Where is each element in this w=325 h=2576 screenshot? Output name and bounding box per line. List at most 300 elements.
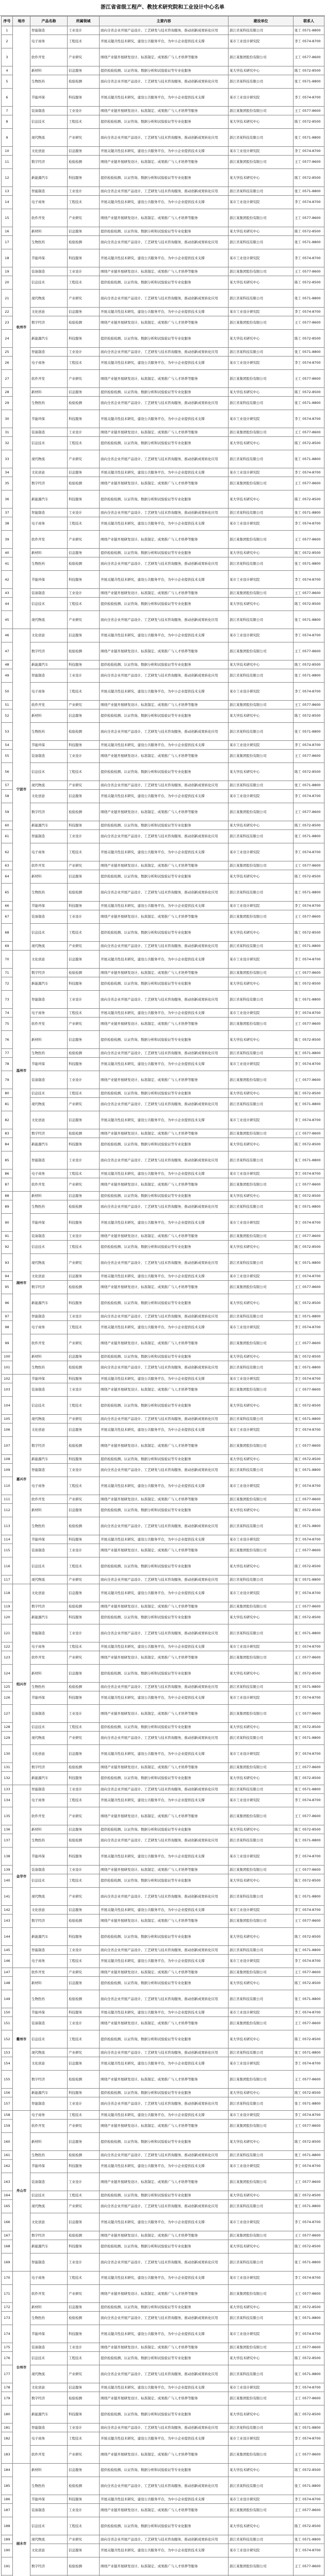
field-cell: 工程技术	[68, 763, 100, 781]
field-cell: 产业研究	[68, 2120, 100, 2133]
contact-cell: 陈工 0572-8500	[294, 660, 324, 669]
col-header: 地市	[13, 16, 30, 26]
content-cell: 围绕产业链开展研发设计、标准制定、成果推广与人才培养等服务	[100, 48, 229, 66]
field-cell: 检验检测	[68, 1281, 100, 1294]
content-cell: 围绕产业链开展研发设计、标准制定、成果推广与人才培养等服务	[100, 750, 229, 763]
content-cell: 面向全省企业开展产品设计、工艺研发与技术咨询服务，推动创新成果转化应用	[100, 348, 229, 357]
row-number: 39	[2, 531, 13, 549]
unit-cell: 浙江省某科技有限公司	[229, 1517, 294, 1535]
field-cell: 工业设计	[68, 1785, 100, 1794]
contact-cell: 李工 0574-8700	[294, 902, 324, 910]
contact-cell: 李工 0574-8700	[294, 2111, 324, 2120]
contact-cell: 王工 0577-8600	[294, 1866, 324, 1874]
contact-cell: 陈工 0572-8500	[294, 2517, 324, 2535]
content-cell: 开展关键共性技术研究，建设公共服务平台，为中小企业提供技术支撑	[100, 2213, 229, 2231]
city-cell: 绍兴市	[13, 1584, 30, 1785]
product-cell: 文化创意	[30, 1906, 68, 1914]
product-cell: 数字经济	[30, 642, 68, 660]
product-cell: 装备制造	[30, 589, 68, 598]
content-cell: 面向全省企业开展产品设计、工艺研发与技术咨询服务，推动创新成果转化应用	[100, 942, 229, 951]
content-cell: 开展关键共性技术研究，建设公共服务平台，为中小企业提供技术支撑	[100, 629, 229, 642]
contact-cell: 陈工 0572-8500	[294, 977, 324, 991]
content-cell: 围绕产业链开展研发设计、标准制定、成果推广与人才培养等服务	[100, 1281, 229, 1294]
table-row	[2, 1848, 324, 1866]
field-cell: 工业设计	[68, 1312, 100, 1321]
contact-cell: 张工 0571-8800	[294, 669, 324, 683]
table-row	[2, 1807, 324, 1825]
table-row	[2, 75, 324, 89]
unit-cell: 某市工业设计研究院	[229, 2111, 294, 2120]
contact-cell: 李工 0574-8700	[294, 1272, 324, 1281]
field-cell: 产业研究	[68, 1495, 100, 1504]
product-cell: 文化创意	[30, 629, 68, 642]
content-cell: 提供检验检测、认证咨询、数据分析和试验验证等专业化服务	[100, 1192, 229, 1200]
table-row	[2, 2477, 324, 2495]
unit-cell: 浙江省某科技有限公司	[229, 1834, 294, 1848]
row-number: 84	[2, 1138, 13, 1151]
product-cell: 新材料	[30, 388, 68, 397]
field-cell: 产业研究	[68, 129, 100, 147]
content-cell: 开展关键共性技术研究，建设公共服务平台，为中小企业提供技术支撑	[100, 2383, 229, 2392]
unit-cell: 某大学技术研究中心	[229, 227, 294, 236]
field-cell: 工程技术	[68, 2030, 100, 2048]
field-cell: 工业设计	[68, 1151, 100, 1170]
product-cell: 现代物流	[30, 781, 68, 790]
table-row	[2, 870, 324, 884]
contact-cell: 张工 0571-8800	[294, 2365, 324, 2383]
product-cell: 节能环保	[30, 741, 68, 750]
content-cell: 提供检验检测、认证咨询、数据分析和试验验证等专业化服务	[100, 1089, 229, 1098]
field-cell: 信息服务	[68, 1352, 100, 1361]
field-cell: 工程技术	[68, 35, 100, 48]
table-row	[2, 2191, 324, 2200]
content-cell: 开展关键共性技术研究，建设公共服务平台，为中小企业提供技术支撑	[100, 1058, 229, 1071]
content-cell: 面向全省企业开展产品设计、工艺研发与技术咨询服务，推动创新成果转化应用	[100, 723, 229, 741]
unit-cell: 浙江省某科技有限公司	[229, 2048, 294, 2057]
content-cell: 面向全省企业开展产品设计、工艺研发与技术咨询服务，推动创新成果转化应用	[100, 1624, 229, 1642]
table-row	[2, 428, 324, 437]
unit-cell: 浙江省某科技有限公司	[229, 236, 294, 249]
field-cell: 信息服务	[68, 549, 100, 557]
table-row	[2, 2517, 324, 2535]
table-row	[2, 969, 324, 977]
contact-cell: 李工 0574-8700	[294, 951, 324, 969]
product-cell: 信息技术	[30, 1241, 68, 1254]
product-cell: 智能制造	[30, 669, 68, 683]
unit-cell: 某市工业设计研究院	[229, 741, 294, 750]
row-number: 10	[2, 147, 13, 156]
content-cell: 开展关键共性技术研究，建设公共服务平台，为中小企业提供技术支撑	[100, 147, 229, 156]
unit-cell: 某大学技术研究中心	[229, 2133, 294, 2151]
row-number: 130	[2, 1745, 13, 1763]
unit-cell: 某市工业设计研究院	[229, 571, 294, 589]
product-cell: 新能源汽车	[30, 821, 68, 830]
content-cell: 围绕产业链开展研发设计、标准制定、成果推广与人才培养等服务	[100, 2343, 229, 2352]
contact-cell: 张工 0571-8800	[294, 1946, 324, 1955]
product-cell: 信息技术	[30, 598, 68, 611]
table-row	[2, 227, 324, 236]
city-cell: 金华市	[13, 1785, 30, 1968]
field-cell: 工业设计	[68, 509, 100, 517]
product-cell: 信息技术	[30, 1089, 68, 1098]
unit-cell: 某大学技术研究中心	[229, 1977, 294, 1990]
product-cell: 数字经济	[30, 1914, 68, 1928]
content-cell: 提供检验检测、认证咨询、数据分析和试验验证等专业化服务	[100, 763, 229, 781]
row-number: 75	[2, 1018, 13, 1031]
unit-cell: 浙江省某科技有限公司	[229, 942, 294, 951]
content-cell: 围绕产业链开展研发设计、标准制定、成果推广与人才培养等服务	[100, 861, 229, 870]
content-cell: 围绕产业链开展研发设计、标准制定、成果推广与人才培养等服务	[100, 1968, 229, 1977]
content-cell: 面向全省企业开展产品设计、工艺研发与技术咨询服务，推动创新成果转化应用	[100, 1464, 229, 1477]
row-number: 122	[2, 1642, 13, 1651]
product-cell: 文化创意	[30, 1584, 68, 1602]
table-row	[2, 1281, 324, 1294]
unit-cell: 浙江省某科技有限公司	[229, 1361, 294, 1375]
field-cell: 工业设计	[68, 107, 100, 115]
table-row	[2, 1745, 324, 1763]
product-cell: 现代物流	[30, 1888, 68, 1906]
table-row	[2, 348, 324, 357]
col-header: 所属领域	[68, 16, 100, 26]
table-row	[2, 308, 324, 316]
contact-cell: 张工 0571-8800	[294, 2477, 324, 2495]
field-cell: 工程技术	[68, 1955, 100, 1968]
unit-cell: 浙江某集团股份有限公司	[229, 107, 294, 115]
table-row	[2, 1504, 324, 1517]
product-cell: 新材料	[30, 870, 68, 884]
table-row	[2, 147, 324, 156]
product-cell: 数字经济	[30, 803, 68, 821]
row-number: 33	[2, 450, 13, 468]
unit-cell: 浙江省某科技有限公司	[229, 1415, 294, 1423]
product-cell: 生物医药	[30, 397, 68, 410]
table-row	[2, 723, 324, 741]
product-cell: 装备制造	[30, 1705, 68, 1723]
unit-cell: 某市工业设计研究院	[229, 147, 294, 156]
content-cell: 面向全省企业开展产品设计、工艺研发与技术咨询服务，推动创新成果转化应用	[100, 26, 229, 35]
row-number: 177	[2, 2365, 13, 2383]
contact-cell: 李工 0574-8700	[294, 308, 324, 316]
product-cell: 生物医药	[30, 884, 68, 902]
content-cell: 围绕产业链开展研发设计、标准制定、成果推广与人才培养等服务	[100, 531, 229, 549]
row-number: 120	[2, 1611, 13, 1624]
contact-cell: 李工 0574-8700	[294, 741, 324, 750]
field-cell: 工业设计	[68, 1464, 100, 1477]
field-cell: 科技服务	[68, 1535, 100, 1544]
product-cell: 装备制造	[30, 2343, 68, 2352]
field-cell: 产业研究	[68, 2446, 100, 2464]
table-row	[2, 1834, 324, 1848]
contact-cell: 张工 0571-8800	[294, 236, 324, 249]
product-cell: 文化创意	[30, 1423, 68, 1437]
contact-cell: 张工 0571-8800	[294, 1049, 324, 1058]
unit-cell: 某市工业设计研究院	[229, 1906, 294, 1914]
content-cell: 提供检验检测、认证咨询、数据分析和试验验证等专业化服务	[100, 1294, 229, 1312]
content-cell: 提供检验检测、认证咨询、数据分析和试验验证等专业化服务	[100, 2089, 229, 2097]
product-cell: 数字经济	[30, 1602, 68, 1611]
content-cell: 开展关键共性技术研究，建设公共服务平台，为中小企业提供技术支撑	[100, 1848, 229, 1866]
product-cell: 软件开发	[30, 861, 68, 870]
field-cell: 产业研究	[68, 781, 100, 790]
row-number: 131	[2, 1763, 13, 1772]
unit-cell: 浙江某集团股份有限公司	[229, 428, 294, 437]
product-cell: 新材料	[30, 66, 68, 75]
row-number: 93	[2, 1254, 13, 1272]
unit-cell: 某大学技术研究中心	[229, 437, 294, 450]
row-number: 47	[2, 642, 13, 660]
product-cell: 装备制造	[30, 2504, 68, 2517]
field-cell: 信息服务	[68, 1906, 100, 1914]
row-number: 13	[2, 187, 13, 196]
row-number: 101	[2, 1361, 13, 1375]
field-cell: 科技服务	[68, 169, 100, 187]
product-cell: 新能源汽车	[30, 2240, 68, 2253]
content-cell: 提供检验检测、认证咨询、数据分析和试验验证等专业化服务	[100, 437, 229, 450]
product-cell: 生物医药	[30, 75, 68, 89]
col-header: 产品名称	[30, 16, 68, 26]
product-cell: 新材料	[30, 549, 68, 557]
contact-cell: 陈工 0572-8500	[294, 1138, 324, 1151]
field-cell: 产业研究	[68, 370, 100, 388]
row-number: 117	[2, 1575, 13, 1584]
content-cell: 面向全省企业开展产品设计、工艺研发与技术咨询服务，推动创新成果转化应用	[100, 2365, 229, 2383]
contact-cell: 张工 0571-8800	[294, 2151, 324, 2160]
row-number: 159	[2, 2120, 13, 2133]
table-row	[2, 290, 324, 308]
contact-cell: 陈工 0572-8500	[294, 276, 324, 290]
content-cell: 开展关键共性技术研究，建设公共服务平台，为中小企业提供技术支撑	[100, 1375, 229, 1383]
content-cell: 开展关键共性技术研究，建设公共服务平台，为中小企业提供技术支撑	[100, 517, 229, 531]
contact-cell: 王工 0577-8600	[294, 1334, 324, 1352]
content-cell: 提供检验检测、认证咨询、数据分析和试验验证等专业化服务	[100, 2030, 229, 2048]
content-cell: 开展关键共性技术研究，建设公共服务平台，为中小企业提供技术支撑	[100, 1321, 229, 1334]
unit-cell: 某市工业设计研究院	[229, 1058, 294, 1071]
field-cell: 科技服务	[68, 249, 100, 267]
unit-cell: 浙江某集团股份有限公司	[229, 267, 294, 276]
field-cell: 工程技术	[68, 1477, 100, 1495]
content-cell: 提供检验检测、认证咨询、数据分析和试验验证等专业化服务	[100, 2240, 229, 2253]
contact-cell: 张工 0571-8800	[294, 1254, 324, 1272]
product-cell: 软件开发	[30, 1495, 68, 1504]
contact-cell: 王工 0577-8600	[294, 2231, 324, 2240]
field-cell: 检验检测	[68, 2151, 100, 2160]
field-cell: 科技服务	[68, 1848, 100, 1866]
field-cell: 科技服务	[68, 1294, 100, 1312]
unit-cell: 浙江省某科技有限公司	[229, 290, 294, 308]
table-row	[2, 115, 324, 129]
unit-cell: 某大学技术研究中心	[229, 1665, 294, 1683]
row-number: 119	[2, 1602, 13, 1611]
product-cell: 电子商务	[30, 1955, 68, 1968]
content-cell: 面向全省企业开展产品设计、工艺研发与技术咨询服务，推动创新成果转化应用	[100, 2097, 229, 2111]
field-cell: 信息服务	[68, 66, 100, 75]
product-cell: 现代物流	[30, 450, 68, 468]
contact-cell: 李工 0574-8700	[294, 1009, 324, 1018]
contact-cell: 王工 0577-8600	[294, 1763, 324, 1772]
contact-cell: 陈工 0572-8500	[294, 1241, 324, 1254]
product-cell: 装备制造	[30, 750, 68, 763]
contact-cell: 王工 0577-8600	[294, 209, 324, 227]
unit-cell: 某市工业设计研究院	[229, 1111, 294, 1129]
contact-cell: 王工 0577-8600	[294, 1651, 324, 1665]
table-row	[2, 1642, 324, 1651]
table-row	[2, 902, 324, 910]
contact-cell: 王工 0577-8600	[294, 910, 324, 924]
field-cell: 科技服务	[68, 1375, 100, 1383]
product-cell: 节能环保	[30, 2008, 68, 2017]
table-row	[2, 611, 324, 629]
contact-cell: 李工 0574-8700	[294, 2057, 324, 2071]
product-cell: 文化创意	[30, 308, 68, 316]
product-cell: 智能制造	[30, 830, 68, 843]
contact-cell: 陈工 0572-8500	[294, 598, 324, 611]
unit-cell: 某大学技术研究中心	[229, 1557, 294, 1575]
content-cell: 面向全省企业开展产品设计、工艺研发与技术咨询服务，推动创新成果转化应用	[100, 884, 229, 902]
product-cell: 装备制造	[30, 1232, 68, 1241]
field-cell: 信息服务	[68, 308, 100, 316]
contact-cell: 张工 0571-8800	[294, 1785, 324, 1794]
content-cell: 提供检验检测、认证咨询、数据分析和试验验证等专业化服务	[100, 2405, 229, 2424]
product-cell: 新材料	[30, 1504, 68, 1517]
unit-cell: 浙江省某科技有限公司	[229, 884, 294, 902]
content-cell: 面向全省企业开展产品设计、工艺研发与技术咨询服务，推动创新成果转化应用	[100, 669, 229, 683]
contact-cell: 陈工 0572-8500	[294, 1665, 324, 1683]
field-cell: 工程技术	[68, 2517, 100, 2535]
contact-cell: 陈工 0572-8500	[294, 66, 324, 75]
table-row	[2, 89, 324, 107]
table-row	[2, 1683, 324, 1691]
contact-cell: 李工 0574-8700	[294, 468, 324, 477]
row-number: 156	[2, 2089, 13, 2097]
table-row	[2, 2089, 324, 2097]
field-cell: 产业研究	[68, 450, 100, 468]
field-cell: 工业设计	[68, 669, 100, 683]
content-cell: 面向全省企业开展产品设计、工艺研发与技术咨询服务，推动创新成果转化应用	[100, 236, 229, 249]
unit-cell: 某大学技术研究中心	[229, 2240, 294, 2253]
table-row	[2, 2557, 324, 2575]
table-row	[2, 1495, 324, 1504]
content-cell: 面向全省企业开展产品设计、工艺研发与技术咨询服务，推动创新成果转化应用	[100, 1312, 229, 1321]
product-cell: 电子商务	[30, 357, 68, 370]
contact-cell: 王工 0577-8600	[294, 316, 324, 330]
field-cell: 检验检测	[68, 1049, 100, 1058]
unit-cell: 某市工业设计研究院	[229, 1848, 294, 1866]
table-row	[2, 701, 324, 709]
product-cell: 生物医药	[30, 723, 68, 741]
contact-cell: 李工 0574-8700	[294, 147, 324, 156]
table-row	[2, 1437, 324, 1455]
content-cell: 开展关键共性技术研究，建设公共服务平台，为中小企业提供技术支撑	[100, 2057, 229, 2071]
content-cell: 开展关键共性技术研究，建设公共服务平台，为中小企业提供技术支撑	[100, 2432, 229, 2446]
contact-cell: 李工 0574-8700	[294, 89, 324, 107]
product-cell: 现代物流	[30, 2048, 68, 2057]
field-cell: 工业设计	[68, 1071, 100, 1089]
field-cell: 信息服务	[68, 951, 100, 969]
contact-cell: 王工 0577-8600	[294, 1129, 324, 1138]
unit-cell: 浙江省某科技有限公司	[229, 75, 294, 89]
contact-cell: 陈工 0572-8500	[294, 2191, 324, 2200]
row-number: 69	[2, 942, 13, 951]
content-cell: 提供检验检测、认证咨询、数据分析和试验验证等专业化服务	[100, 660, 229, 669]
unit-cell: 浙江某集团股份有限公司	[229, 1807, 294, 1825]
product-cell: 软件开发	[30, 209, 68, 227]
contact-cell: 陈工 0572-8500	[294, 1723, 324, 1732]
product-cell: 信息技术	[30, 1723, 68, 1732]
unit-cell: 某大学技术研究中心	[229, 1089, 294, 1098]
row-number: 152	[2, 2030, 13, 2048]
field-cell: 工业设计	[68, 1232, 100, 1241]
table-row	[2, 2048, 324, 2057]
row-number: 189	[2, 2535, 13, 2544]
content-cell: 提供检验检测、认证咨询、数据分析和试验验证等专业化服务	[100, 924, 229, 942]
product-cell: 装备制造	[30, 2173, 68, 2191]
product-cell: 信息技术	[30, 115, 68, 129]
product-cell: 软件开发	[30, 2120, 68, 2133]
unit-cell: 浙江某集团股份有限公司	[229, 2017, 294, 2030]
product-cell: 信息技术	[30, 437, 68, 450]
unit-cell: 某市工业设计研究院	[229, 1691, 294, 1705]
unit-cell: 浙江某集团股份有限公司	[229, 2446, 294, 2464]
content-cell: 围绕产业链开展研发设计、标准制定、成果推广与人才培养等服务	[100, 267, 229, 276]
unit-cell: 某大学技术研究中心	[229, 1772, 294, 1785]
field-cell: 工程技术	[68, 115, 100, 129]
field-cell: 工业设计	[68, 1866, 100, 1874]
table-row	[2, 1544, 324, 1557]
city-cell: 台州市	[13, 2272, 30, 2464]
product-cell: 装备制造	[30, 107, 68, 115]
unit-cell: 浙江某集团股份有限公司	[229, 2285, 294, 2303]
row-number: 46	[2, 629, 13, 642]
field-cell: 检验检测	[68, 1990, 100, 2008]
unit-cell: 浙江某集团股份有限公司	[229, 2343, 294, 2352]
unit-cell: 某大学技术研究中心	[229, 2405, 294, 2424]
row-number: 107	[2, 1437, 13, 1455]
product-cell: 智能制造	[30, 1624, 68, 1642]
content-cell: 围绕产业链开展研发设计、标准制定、成果推广与人才培养等服务	[100, 1437, 229, 1455]
table-row	[2, 790, 324, 803]
contact-cell: 陈工 0572-8500	[294, 2133, 324, 2151]
field-cell: 检验检测	[68, 884, 100, 902]
contact-cell: 王工 0577-8600	[294, 1968, 324, 1977]
content-cell: 面向全省企业开展产品设计、工艺研发与技术咨询服务，推动创新成果转化应用	[100, 2200, 229, 2213]
table-row	[2, 48, 324, 66]
contact-cell: 王工 0577-8600	[294, 1705, 324, 1723]
contact-cell: 陈工 0572-8500	[294, 1874, 324, 1888]
contact-cell: 王工 0577-8600	[294, 750, 324, 763]
contact-cell: 李工 0574-8700	[294, 1170, 324, 1178]
field-cell: 工业设计	[68, 26, 100, 35]
row-number: 190	[2, 2544, 13, 2557]
unit-cell: 浙江省某科技有限公司	[229, 2253, 294, 2272]
city-cell: 舟山市	[13, 2111, 30, 2272]
content-cell: 提供检验检测、认证咨询、数据分析和试验验证等专业化服务	[100, 2352, 229, 2365]
row-number: 109	[2, 1464, 13, 1477]
contact-cell: 张工 0571-8800	[294, 2200, 324, 2213]
unit-cell: 浙江某集团股份有限公司	[229, 910, 294, 924]
unit-cell: 浙江某集团股份有限公司	[229, 2231, 294, 2240]
content-cell: 提供检验检测、认证咨询、数据分析和试验验证等专业化服务	[100, 1557, 229, 1575]
product-cell: 电子商务	[30, 1321, 68, 1334]
field-cell: 工程技术	[68, 2352, 100, 2365]
field-cell: 科技服务	[68, 330, 100, 348]
table-row	[2, 1170, 324, 1178]
content-cell: 开展关键共性技术研究，建设公共服务平台，为中小企业提供技术支撑	[100, 1170, 229, 1178]
unit-cell: 某大学技术研究中心	[229, 598, 294, 611]
content-cell: 开展关键共性技术研究，建设公共服务平台，为中小企业提供技术支撑	[100, 951, 229, 969]
unit-cell: 浙江省某科技有限公司	[229, 830, 294, 843]
table-row	[2, 1575, 324, 1584]
contact-cell: 陈工 0572-8500	[294, 1977, 324, 1990]
